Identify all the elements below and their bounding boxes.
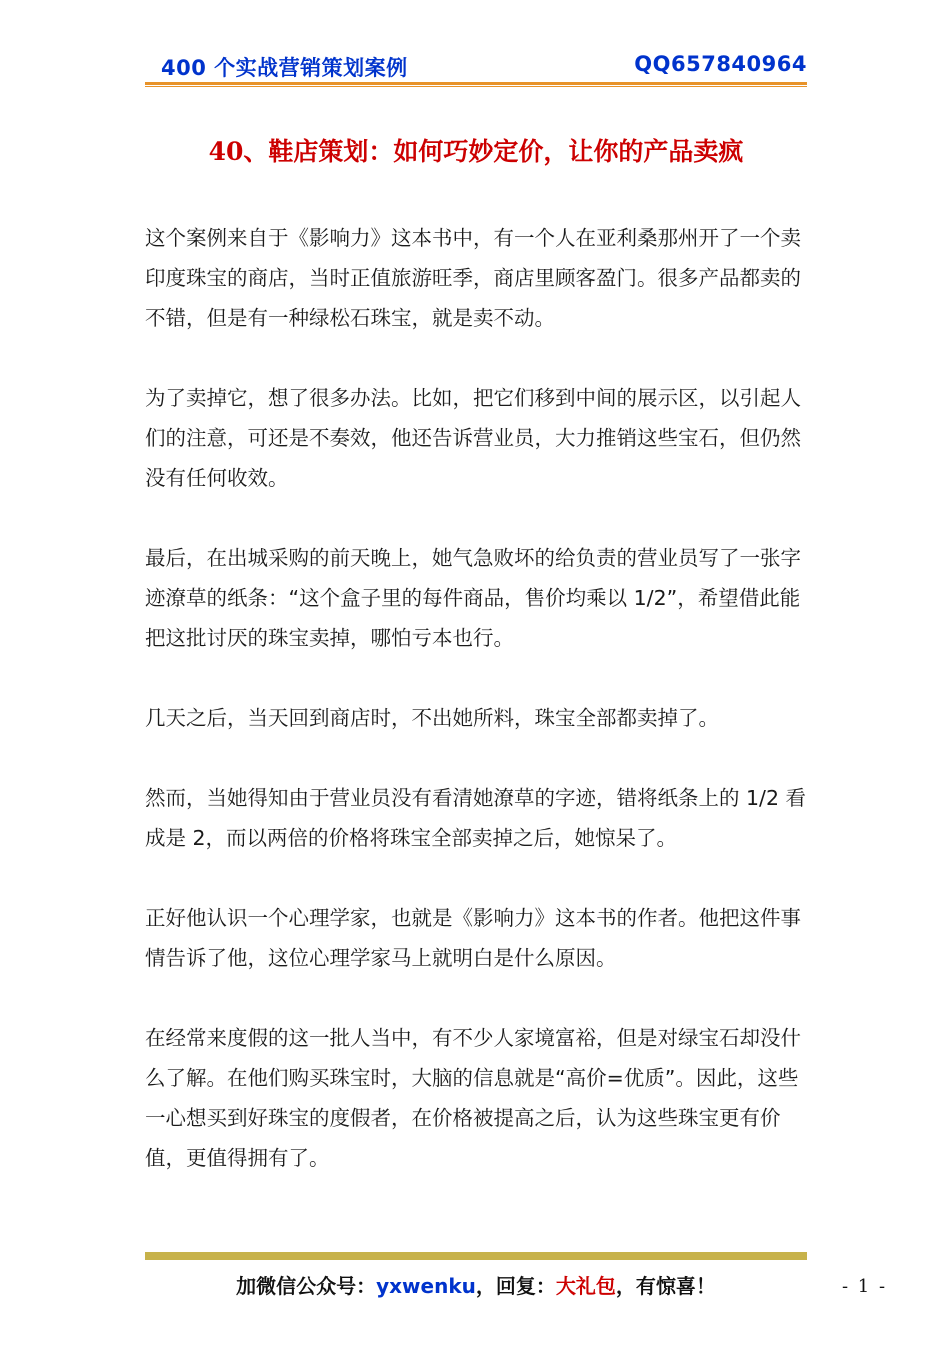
page-number: - 1 - (842, 1276, 888, 1297)
paragraph-5: 然而，当她得知由于营业员没有看清她潦草的字迹，错将纸条上的 1/2 看成是 2，而以两倍的价格将珠宝全部卖掉之后，她惊呆了。 (145, 786, 807, 850)
footer-promo (145, 1270, 807, 1299)
header-divider (145, 82, 807, 85)
footer-keyword: 大礼包 (555, 1274, 616, 1298)
footer-suffix: ，有惊喜！ (615, 1274, 716, 1298)
paragraph-7: 在经常来度假的这一批人当中，有不少人家境富裕，但是对绿宝石却没什么了解。在他们购买珠宝时，大脑的信息就是“高价=优质”。因此，这些一心想买到好珠宝的度假者，在价格被提高之后，认为这些珠宝更有价值，更值得拥有了。 (145, 1026, 801, 1170)
paragraph-1: 这个案例来自于《影响力》这本书中，有一个人在亚利桑那州开了一个卖印度珠宝的商店，当时正值旅游旺季，商店里顾客盈门。很多产品都卖的不错，但是有一种绿松石珠宝，就是卖不动。 (145, 226, 801, 330)
article-body (145, 218, 810, 1218)
paragraph-3: 最后，在出城采购的前天晚上，她气急败坏的给负责的营业员写了一张字迹潦草的纸条：“这个盒子里的每件商品，售价均乘以 1/2”，希望借此能把这批讨厌的珠宝卖掉，哪怕亏本也行。 (145, 546, 801, 650)
footer-divider (145, 1252, 807, 1260)
footer-middle: ，回复： (475, 1274, 556, 1298)
header-divider-thin (145, 86, 807, 87)
paragraph-6: 正好他认识一个心理学家，也就是《影响力》这本书的作者。他把这件事情告诉了他，这位心理学家马上就明白是什么原因。 (145, 906, 801, 970)
header-qq-number: QQ657840964 (634, 52, 807, 76)
paragraph-2: 为了卖掉它，想了很多办法。比如，把它们移到中间的展示区，以引起人们的注意，可还是不奏效，他还告诉营业员，大力推销这些宝石，但仍然没有任何收效。 (145, 386, 801, 490)
footer-wechat-account: yxwenku (376, 1274, 476, 1298)
page-header (145, 48, 807, 88)
paragraph-4: 几天之后，当天回到商店时，不出她所料，珠宝全部都卖掉了。 (145, 706, 719, 730)
article-title: 40、鞋店策划：如何巧妙定价，让你的产品卖疯 (208, 137, 744, 166)
footer-prefix: 加微信公众号： (236, 1274, 377, 1298)
header-series-title: 400 个实战营销策划案例 (161, 56, 408, 80)
